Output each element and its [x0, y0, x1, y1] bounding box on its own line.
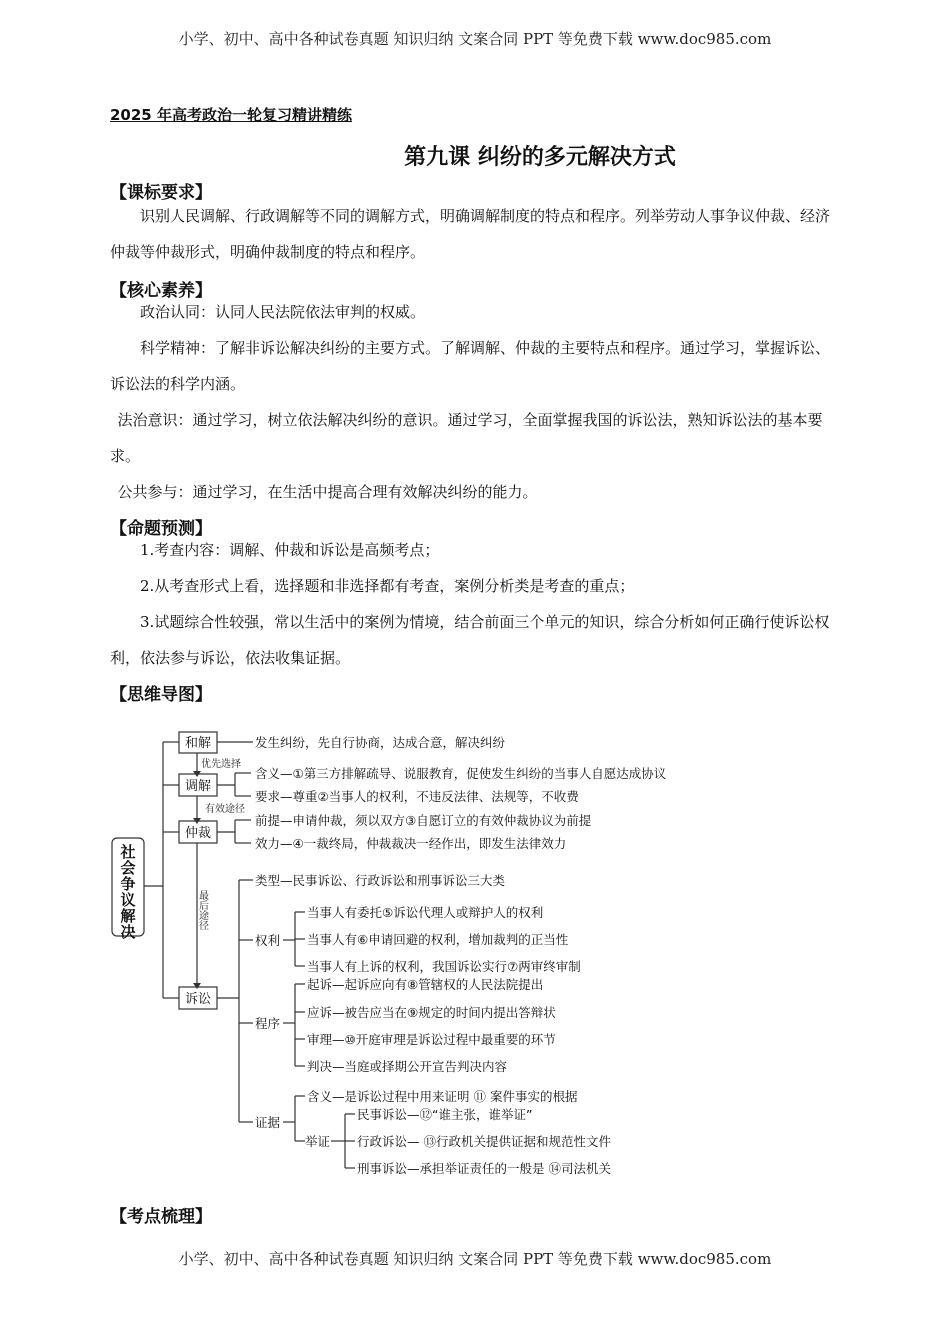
section-heading-kebiao: 【课标要求】: [110, 183, 212, 203]
tiaojie-line: 要求—尊重②当事人的权利，不违反法律、法规等，不收费: [255, 789, 579, 804]
lesson-title: 第九课 纠纷的多元解决方式: [404, 145, 676, 170]
mindmap-root-char: 会: [120, 859, 136, 877]
hexin-item: 科学精神：了解非诉讼解决纠纷的主要方式。了解调解、仲裁的主要特点和程序。通过学习，掌握诉讼、诉讼法的科学内涵。: [110, 339, 831, 393]
susong-quanli-label: 权利: [255, 933, 281, 948]
hejie-desc: 发生纠纷，先自行协商，达成合意，解决纠纷: [255, 735, 506, 750]
tiaojie-line: 含义—①第三方排解疏导、说服教育，促使发生纠纷的当事人自愿达成协议: [255, 766, 667, 781]
section-heading-siwei: 【思维导图】: [110, 685, 212, 705]
footer-banner: 小学、初中、高中各种试卷真题 知识归纳 文案合同 PPT 等免费下载 www.doc985.com: [178, 1250, 772, 1268]
susong-chengxu-label: 程序: [255, 1016, 281, 1031]
quanli-item: 当事人有⑥申请回避的权利，增加裁判的正当性: [307, 932, 569, 947]
chengxu-item: 应诉—被告应当在⑨规定的时间内提出答辩状: [307, 1005, 556, 1020]
mindmap-root-char: 社: [120, 843, 136, 861]
edge-label-youxian: 优先选择: [201, 759, 241, 770]
node-tiaojie: 调解: [184, 779, 212, 794]
mindmap-root-char: 解: [120, 907, 136, 925]
kebiao-text: 识别人民调解、行政调解等不同的调解方式，明确调解制度的特点和程序。列举劳动人事争议仲裁、经济仲裁等仲裁形式，明确仲裁制度的特点和程序。: [110, 207, 831, 261]
edge-label-zuihou: 最后途径: [196, 890, 208, 930]
susong-zhengju-label: 证据: [255, 1115, 281, 1130]
hexin-item: 法治意识：通过学习，树立依法解决纠纷的意识。通过学习，全面掌握我国的诉讼法，熟知诉讼法的基本要求。: [110, 411, 823, 465]
hexin-item: 政治认同：认同人民法院依法审判的权威。: [140, 303, 426, 321]
node-susong: 诉讼: [184, 992, 212, 1007]
quanli-item: 当事人有上诉的权利，我国诉讼实行⑦两审终审制: [307, 959, 581, 974]
zhongcai-line: 前提—申请仲裁，须以双方③自愿订立的有效仲裁协议为前提: [255, 813, 592, 828]
mindmap-root-char: 议: [120, 891, 136, 909]
mingti-item: 2.从考查形式上看，选择题和非选择都有考查，案例分析类是考查的重点；: [140, 577, 635, 595]
susong-leixing: 类型—民事诉讼、行政诉讼和刑事诉讼三大类: [255, 873, 506, 888]
juzheng-label: 举证: [305, 1134, 331, 1149]
juzheng-item: 行政诉讼— ⑬行政机关提供证据和规范性文件: [357, 1134, 611, 1149]
zhengju-hanyi: 含义—是诉讼过程中用来证明 ⑪ 案件事实的根据: [307, 1089, 578, 1104]
section-heading-mingti: 【命题预测】: [110, 519, 212, 539]
mingti-item: 1.考查内容：调解、仲裁和诉讼是高频考点；: [140, 541, 440, 559]
mindmap-root-char: 争: [120, 875, 136, 893]
section-heading-hexin: 【核心素养】: [110, 281, 212, 301]
hexin-item: 公共参与：通过学习，在生活中提高合理有效解决纠纷的能力。: [117, 483, 538, 501]
juzheng-item: 刑事诉讼—承担举证责任的一般是 ⑭司法机关: [357, 1161, 611, 1176]
doc-subtitle: 2025 年高考政治一轮复习精讲精练: [110, 106, 352, 124]
juzheng-item: 民事诉讼—⑫“谁主张，谁举证”: [357, 1107, 533, 1122]
chengxu-item: 判决—当庭或择期公开宣告判决内容: [307, 1059, 508, 1074]
mindmap-root-char: 决: [120, 923, 136, 941]
zhongcai-line: 效力—④一裁终局，仲裁裁决一经作出，即发生法律效力: [255, 836, 567, 851]
mind-map: [105, 722, 680, 1182]
chengxu-item: 起诉—起诉应向有⑧管辖权的人民法院提出: [307, 977, 544, 992]
header-banner: 小学、初中、高中各种试卷真题 知识归纳 文案合同 PPT 等免费下载 www.doc985.com: [178, 30, 772, 48]
section-heading-kaodian: 【考点梳理】: [110, 1207, 212, 1227]
mingti-item: 3.试题综合性较强，常以生活中的案例为情境，结合前面三个单元的知识，综合分析如何正确行使诉讼权利，依法参与诉讼，依法收集证据。: [110, 613, 830, 667]
node-hejie: 和解: [184, 736, 212, 751]
chengxu-item: 审理—⑩开庭审理是诉讼过程中最重要的环节: [307, 1032, 556, 1047]
quanli-item: 当事人有委托⑤诉讼代理人或辩护人的权利: [307, 905, 544, 920]
node-zhongcai: 仲裁: [184, 826, 212, 841]
edge-label-youxiao: 有效途径: [205, 804, 245, 815]
